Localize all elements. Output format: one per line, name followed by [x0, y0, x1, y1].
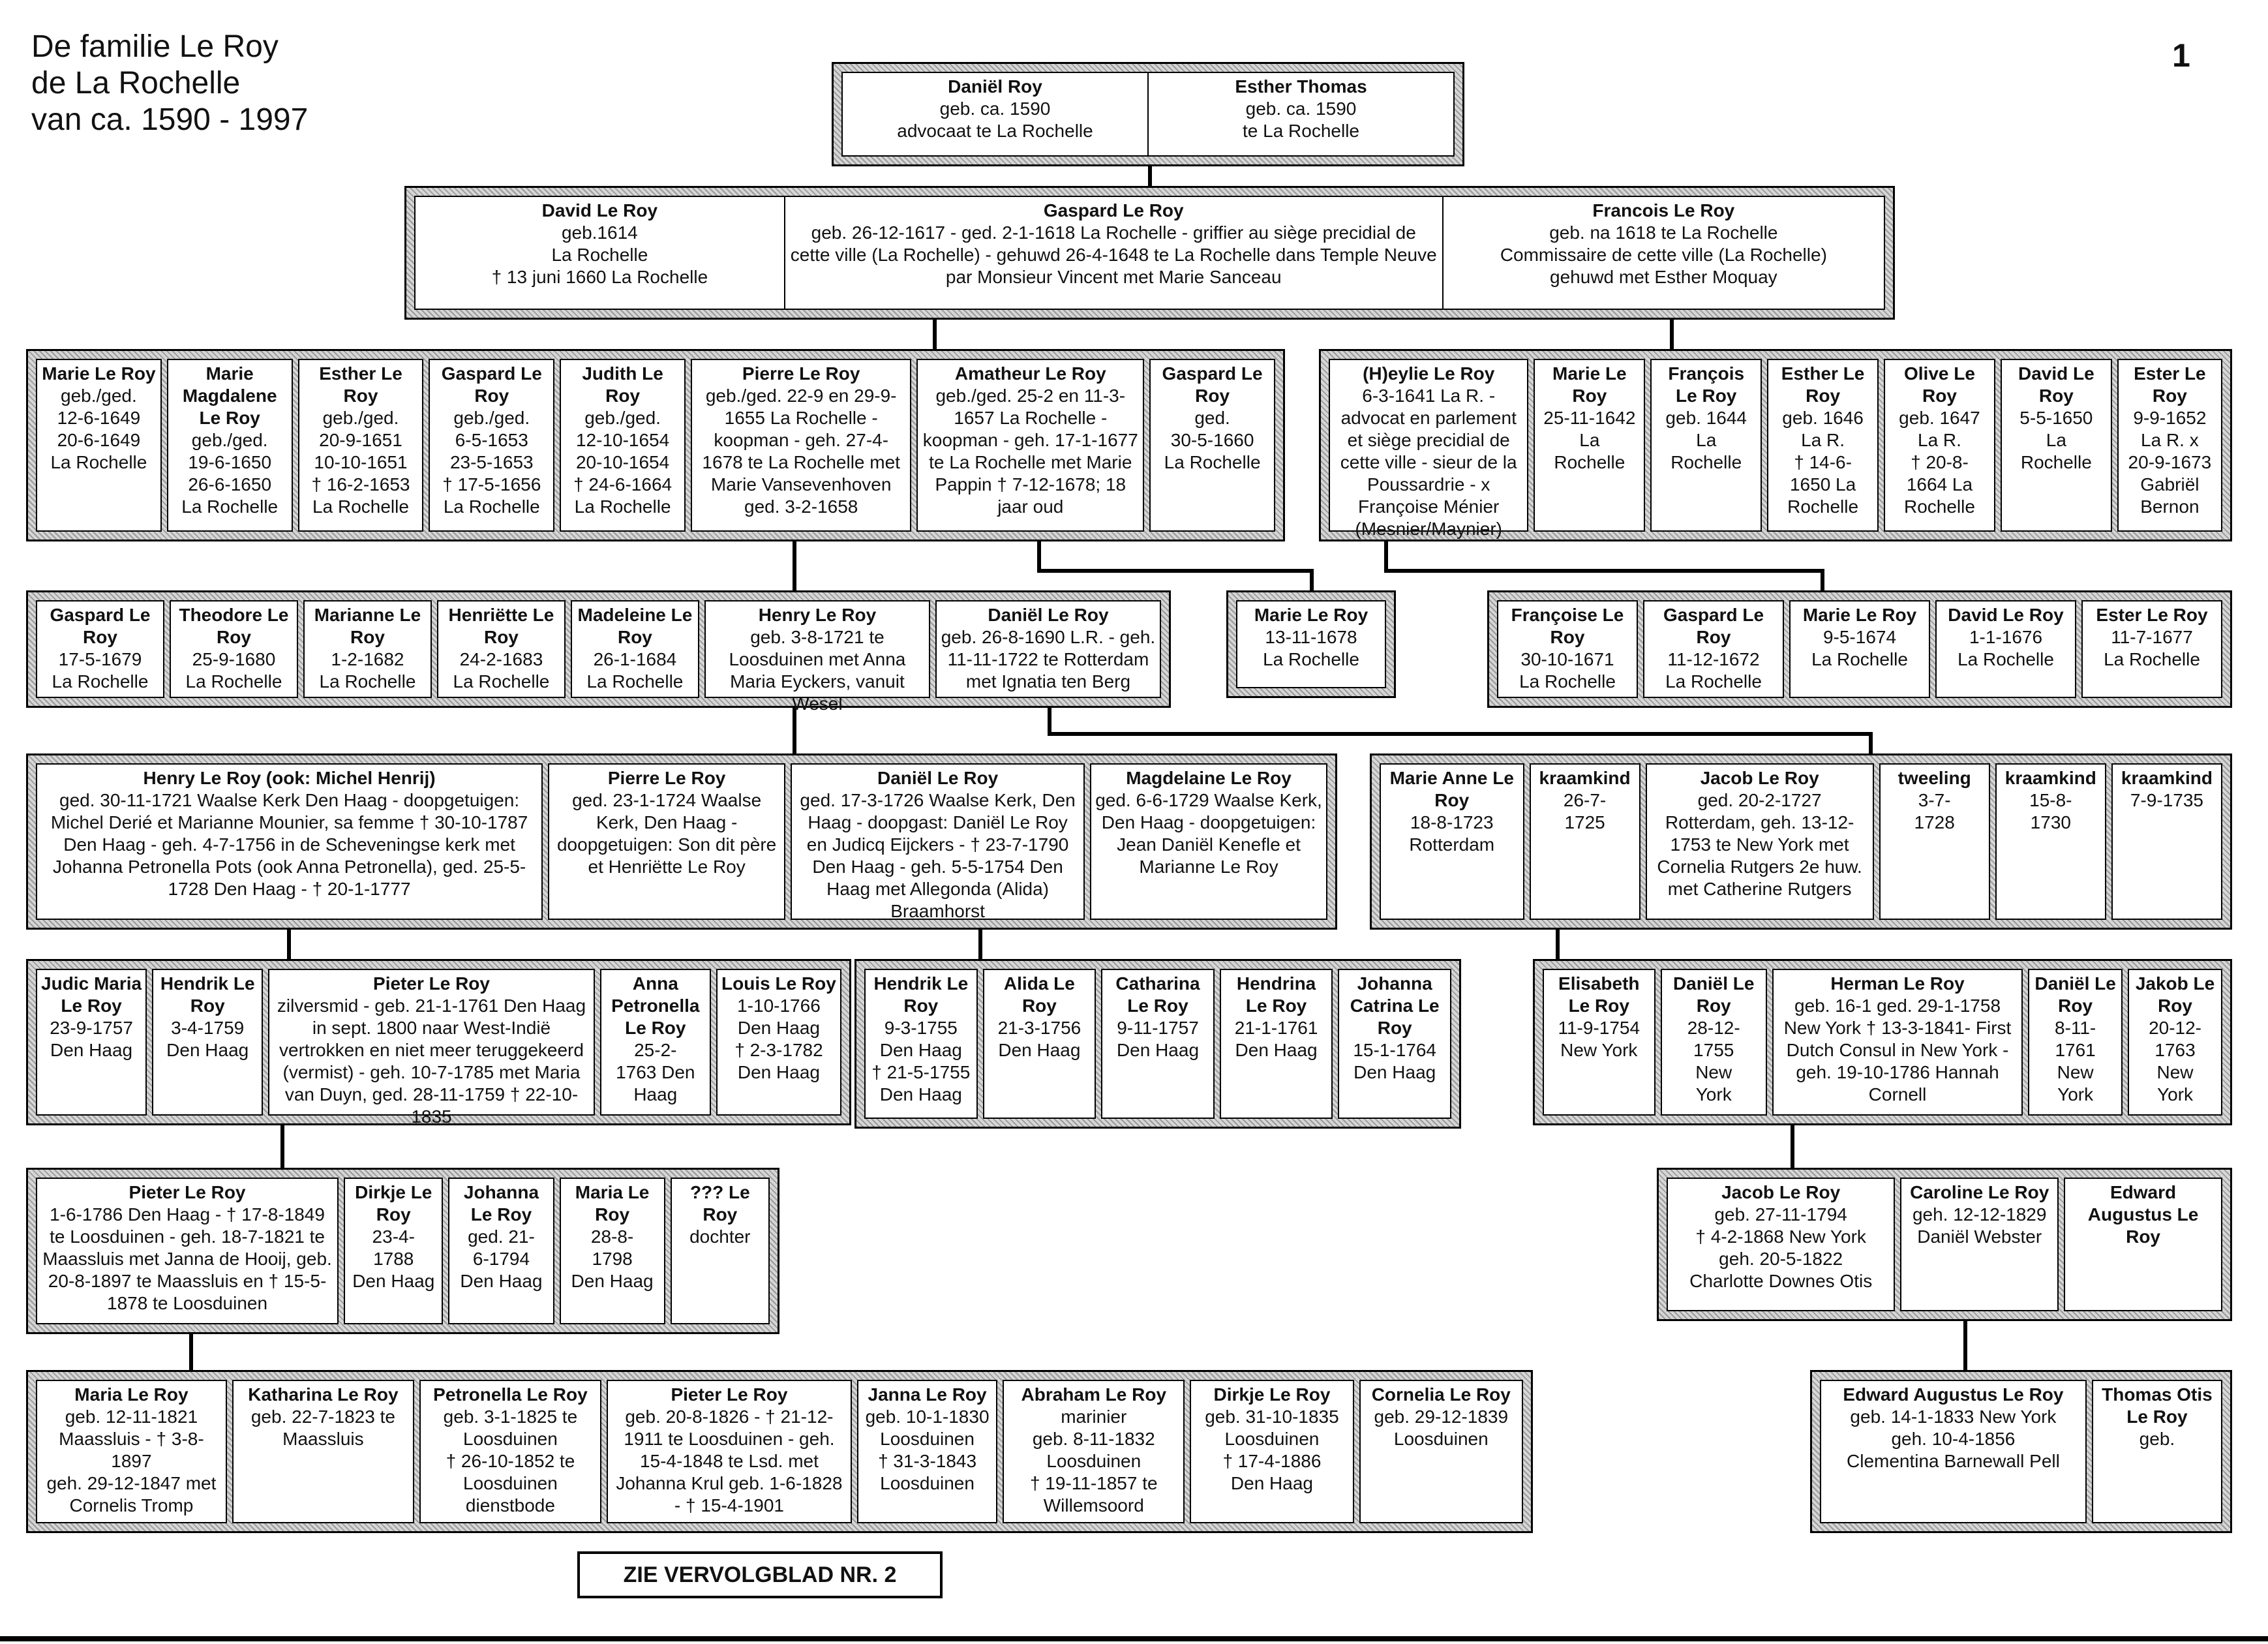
person-name: Daniël Le Roy	[1672, 973, 1755, 1016]
person-details: geb. na 1618 te La Rochelle Commissaire de cette ville (La Rochelle) gehuwd met Esther Moquay	[1500, 222, 1827, 287]
person-details: geb.1614 La Rochelle † 13 juni 1660 La Rochelle	[491, 222, 708, 287]
person-card-petronella-le-roy	[419, 1380, 601, 1523]
person-name: Jacob Le Roy	[1700, 768, 1819, 788]
person-card-thomas-otis-le-roy	[2092, 1380, 2222, 1523]
person-name: Marie Le Roy	[1802, 605, 1917, 625]
person-name: Gaspard Le Roy	[50, 605, 151, 647]
person-details: 25-11-1642 La Rochelle	[1543, 408, 1636, 472]
bottom-rule	[0, 1636, 2268, 1641]
title-line-2: de La Rochelle	[31, 66, 241, 100]
person-details: geb. 27-11-1794 † 4-2-1868 New York geh. 20-5-1822 Charlotte Downes Otis	[1689, 1204, 1873, 1291]
person-card-kraamkind	[1530, 763, 1641, 920]
connector-line	[1148, 166, 1152, 186]
person-details: 13-11-1678 La Rochelle	[1263, 627, 1359, 669]
person-name: Thomas Otis Le Roy	[2102, 1384, 2213, 1427]
person-card-gaspard-le-roy	[785, 196, 1444, 310]
person-card-hendrik-le-roy	[152, 969, 263, 1116]
sibling-group-gen1	[832, 62, 1464, 166]
person-name: ??? Le Roy	[689, 1182, 750, 1225]
person-name: Jacob Le Roy	[1721, 1182, 1841, 1202]
connector-line	[1384, 541, 1388, 571]
connector-line	[1037, 541, 1041, 571]
person-card-marie-le-roy	[36, 359, 162, 532]
person-details: geh. 12-12-1829 Daniël Webster	[1912, 1204, 2047, 1247]
person-card-amatheur-le-roy	[916, 359, 1144, 532]
person-details: geb. ca. 1590 te La Rochelle	[1242, 99, 1359, 141]
person-name: Gaspard Le Roy	[441, 363, 542, 406]
person-details: geb. 29-12-1839 Loosduinen	[1374, 1407, 1509, 1449]
person-name: Daniël Le Roy	[988, 605, 1109, 625]
person-card-catharina-le-roy	[1101, 969, 1215, 1119]
person-details: geb. 1647 La R. † 20-8- 1664 La Rochelle	[1899, 408, 1980, 517]
person-card-caroline-le-roy	[1900, 1178, 2059, 1311]
person-details: 5-5-1650 La Rochelle	[2019, 408, 2093, 472]
person-details: geb. 1646 La R. † 14-6- 1650 La Rochelle	[1782, 408, 1864, 517]
person-name: Esther Thomas	[1235, 76, 1367, 97]
person-card-judic-maria-le-roy	[36, 969, 147, 1116]
page-number: 1	[2172, 37, 2190, 74]
person-name: Pierre Le Roy	[742, 363, 860, 384]
person-card-ester-le-roy	[2081, 600, 2222, 698]
person-card-david-le-roy	[2001, 359, 2112, 532]
person-card-janna-le-roy	[857, 1380, 997, 1523]
person-card-dirkje-le-roy	[1190, 1380, 1353, 1523]
person-name: Johanna Catrina Le Roy	[1350, 973, 1440, 1038]
connector-line	[1384, 569, 1824, 573]
person-card-madeleine-le-roy	[571, 600, 699, 698]
person-card-hendrik-le-roy	[864, 969, 978, 1119]
person-name: Daniël Le Roy	[877, 768, 999, 788]
connector-line	[1048, 708, 1051, 734]
person-card-marianne-le-roy	[303, 600, 432, 698]
sibling-group-gen6	[26, 959, 851, 1125]
person-details: 1-10-1766 Den Haag † 2-3-1782 Den Haag	[734, 996, 823, 1082]
person-name: Daniël Roy	[948, 76, 1042, 97]
person-name: Edward Augustus Le Roy	[2087, 1182, 2199, 1247]
person-name: Johanna Le Roy	[463, 1182, 539, 1225]
person-card-francois-le-roy	[1444, 196, 1885, 310]
person-details: 28-8- 1798 Den Haag	[571, 1226, 654, 1291]
sibling-group-gen5	[1370, 754, 2232, 930]
person-details: ged. 20-2-1727 Rotterdam, geh. 13-12-1753 te New York met Cornelia Rutgers 2e huw. met Catherine Rutgers	[1657, 790, 1862, 899]
person-details: 23-9-1757 Den Haag	[50, 1018, 133, 1060]
person-name: Marie Magdalene Le Roy	[182, 363, 277, 428]
person-name: Gaspard Le Roy	[1043, 200, 1184, 221]
person-details: 8-11- 1761 New York	[2054, 1018, 2096, 1104]
person-card-katharina-le-roy	[232, 1380, 414, 1523]
person-name: Esther Le Roy	[319, 363, 402, 406]
person-details: geb./ged. 12-6-1649 20-6-1649 La Rochelle	[50, 386, 147, 472]
person-details: 11-12-1672 La Rochelle	[1665, 649, 1762, 692]
person-details: geb./ged. 19-6-1650 26-6-1650 La Rochelle	[181, 430, 279, 517]
person-details: 18-8-1723 Rotterdam	[1409, 812, 1495, 855]
person-card-elisabeth-le-roy	[1543, 969, 1656, 1116]
person-name: Henry Le Roy	[758, 605, 877, 625]
person-name: Petronella Le Roy	[433, 1384, 588, 1405]
person-name: Hendrik Le Roy	[873, 973, 969, 1016]
person-details: 26-1-1684 La Rochelle	[586, 649, 684, 692]
person-details: ged. 23-1-1724 Waalse Kerk, Den Haag - doopgetuigen: Son dit père et Henriëtte Le Roy	[556, 790, 777, 877]
person-name: Madeleine Le Roy	[577, 605, 693, 647]
person-card-tweeling	[1879, 763, 1990, 920]
person-name: Cornelia Le Roy	[1371, 1384, 1511, 1405]
person-card-louis-le-roy	[716, 969, 841, 1116]
person-name: David Le Roy	[541, 200, 658, 221]
person-card-kraamkind	[1995, 763, 2106, 920]
person-name: Edward Augustus Le Roy	[1843, 1384, 2064, 1405]
person-card-esther-le-roy	[1767, 359, 1879, 532]
person-details: ged. 6-6-1729 Waalse Kerk, Den Haag - doopgetuigen: Jean Daniël Kenefle et Marianne Le Roy	[1095, 790, 1322, 877]
person-name: Dirkje Le Roy	[1213, 1384, 1331, 1405]
person-card-gaspard-le-roy	[429, 359, 554, 532]
person-card-edward-augustus-le-roy	[2064, 1178, 2222, 1311]
sibling-group-gen7	[1657, 1168, 2232, 1321]
person-details: 9-11-1757 Den Haag	[1116, 1018, 1200, 1060]
person-card-daniel-le-roy	[2028, 969, 2123, 1116]
person-card-gaspard-le-roy	[1149, 359, 1275, 532]
person-card-le-roy	[671, 1178, 770, 1324]
person-name: Gaspard Le Roy	[1663, 605, 1764, 647]
person-details: geb. 1644 La Rochelle	[1665, 408, 1747, 472]
person-card-marie-le-roy	[1534, 359, 1645, 532]
person-card-h-eylie-le-roy	[1329, 359, 1528, 539]
person-details: 28-12- 1755 New York	[1687, 1018, 1740, 1104]
person-details: 9-3-1755 Den Haag † 21-5-1755 Den Haag	[871, 1018, 971, 1104]
title-line-1: De familie Le Roy	[31, 29, 279, 64]
person-card-kraamkind	[2111, 763, 2222, 920]
person-card-francoise-le-roy	[1497, 600, 1638, 698]
person-card-marie-le-roy	[1789, 600, 1930, 698]
person-card-gaspard-le-roy	[1643, 600, 1784, 698]
person-details: geb. 3-1-1825 te Loosduinen † 26-10-1852 te Loosduinen dienstbode	[443, 1407, 578, 1515]
person-name: Louis Le Roy	[721, 973, 836, 994]
person-name: kraamkind	[2121, 768, 2213, 788]
person-name: Janna Le Roy	[868, 1384, 987, 1405]
person-card-daniel-le-roy	[935, 600, 1161, 698]
person-details: geb. 20-8-1826 - † 21-12-1911 te Loosduinen - geh. 15-4-1848 te Lsd. met Johanna Krul geb. 1-6-1828 - † 15-4-1901	[616, 1407, 843, 1515]
person-details: 11-7-1677 La Rochelle	[2104, 627, 2200, 669]
person-name: Maria Le Roy	[575, 1182, 650, 1225]
person-name: Caroline Le Roy	[1910, 1182, 2049, 1202]
person-name: Pieter Le Roy	[671, 1384, 788, 1405]
person-details: geb. 26-12-1617 - ged. 2-1-1618 La Rochelle - griffier au siège precidial de cette ville (La Rochelle) - gehuwd 26-4-1648 te La Rochelle dans Temple Neuve par Monsieur Vincent met Marie Sanceau	[790, 222, 1437, 287]
sibling-group-gen6	[1533, 959, 2232, 1125]
person-details: 24-2-1683 La Rochelle	[453, 649, 550, 692]
person-card-daniel-le-roy	[791, 763, 1085, 920]
person-card-marie-le-roy	[1236, 600, 1386, 688]
person-card-esther-le-roy	[298, 359, 424, 532]
person-details: 26-7- 1725	[1563, 790, 1607, 832]
connector-line	[1556, 930, 1560, 959]
person-card-francois-le-roy	[1650, 359, 1762, 532]
person-name: Jakob Le Roy	[2135, 973, 2215, 1016]
sibling-group-gen6	[854, 959, 1461, 1129]
person-card-maria-le-roy	[560, 1178, 665, 1324]
person-card-pieter-le-roy	[36, 1178, 339, 1324]
person-name: Ester Le Roy	[2096, 605, 2208, 625]
person-name: Pieter Le Roy	[373, 973, 490, 994]
person-name: Anna Petronella Le Roy	[611, 973, 700, 1038]
person-card-marie-magdalene-le-roy	[167, 359, 293, 532]
person-name: Pierre Le Roy	[607, 768, 726, 788]
person-details: zilversmid - geb. 21-1-1761 Den Haag in sept. 1800 naar West-Indië vertrokken en niet meer teruggekeerd (vermist) - geh. 10-7-1785 met Maria van Duyn, ged. 28-11-1759 † 22-10-1835	[277, 996, 586, 1127]
person-details: geb./ged. 22-9 en 29-9-1655 La Rochelle - koopman - geh. 27-4-1678 te La Rochelle met Marie Vansevenhoven ged. 3-2-1658	[702, 386, 900, 517]
person-card-henry-le-roy-ook-michel-henrij	[36, 763, 543, 920]
person-details: 17-5-1679 La Rochelle	[52, 649, 149, 692]
person-card-henry-le-roy	[704, 600, 930, 714]
person-card-gaspard-le-roy	[36, 600, 164, 698]
connector-line	[1869, 732, 1873, 754]
person-details: 1-2-1682 La Rochelle	[319, 649, 416, 692]
person-details: 20-12- 1763 New York	[2149, 1018, 2201, 1104]
person-card-daniel-le-roy	[1661, 969, 1767, 1116]
person-details: 1-1-1676 La Rochelle	[1958, 627, 2054, 669]
person-details: 9-5-1674 La Rochelle	[1811, 627, 1908, 669]
connector-line	[1821, 569, 1824, 590]
person-details: 25-2- 1763 Den Haag	[616, 1040, 695, 1104]
sibling-group-gen2	[404, 186, 1895, 320]
connector-line	[1048, 732, 1873, 736]
person-name: Amatheur Le Roy	[954, 363, 1106, 384]
person-details: geb./ged. 12-10-1654 20-10-1654 † 24-6-1664 La Rochelle	[573, 408, 673, 517]
person-details: 7-9-1735	[2130, 790, 2203, 810]
person-card-daniel-roy	[841, 72, 1149, 157]
person-name: kraamkind	[1539, 768, 1631, 788]
person-details: ged. 30-5-1660 La Rochelle	[1164, 408, 1261, 472]
person-details: geb. ca. 1590 advocaat te La Rochelle	[897, 99, 1093, 141]
person-name: Henry Le Roy (ook: Michel Henrij)	[143, 768, 436, 788]
person-name: Françoise Le Roy	[1511, 605, 1624, 647]
person-details: 3-7- 1728	[1914, 790, 1955, 832]
connector-line	[287, 930, 291, 959]
person-card-pierre-le-roy	[548, 763, 785, 920]
person-details: geb./ged. 6-5-1653 23-5-1653 † 17-5-1656 La Rochelle	[442, 408, 541, 517]
person-card-david-le-roy	[414, 196, 785, 310]
person-card-maria-le-roy	[36, 1380, 227, 1523]
continuation-note: ZIE VERVOLGBLAD NR. 2	[577, 1551, 943, 1598]
person-card-jacob-le-roy	[1667, 1178, 1895, 1311]
connector-line	[1791, 1125, 1794, 1168]
chart-title	[31, 29, 308, 138]
person-card-johanna-catrina-le-roy	[1338, 969, 1451, 1119]
person-name: Henriëtte Le Roy	[448, 605, 554, 647]
sibling-group-gen8	[26, 1370, 1533, 1533]
person-card-ester-le-roy	[2117, 359, 2222, 532]
connector-line	[280, 1125, 284, 1168]
connector-line	[933, 320, 937, 349]
person-details: dochter	[689, 1226, 751, 1247]
person-name: Marie Anne Le Roy	[1389, 768, 1514, 810]
person-card-jakob-le-roy	[2128, 969, 2222, 1116]
person-details: 21-3-1756 Den Haag	[997, 1018, 1081, 1060]
person-name: Marianne Le Roy	[314, 605, 421, 647]
person-name: Hendrina Le Roy	[1236, 973, 1316, 1016]
person-name: kraamkind	[2004, 768, 2096, 788]
person-details: geb. 10-1-1830 Loosduinen † 31-3-1843 Loosduinen	[865, 1407, 990, 1493]
person-card-pierre-le-roy	[691, 359, 911, 532]
person-details: geb. 31-10-1835 Loosduinen † 17-4-1886 Den Haag	[1205, 1407, 1339, 1493]
person-card-pieter-le-roy	[607, 1380, 852, 1523]
sibling-group-gen4	[26, 590, 1171, 714]
person-card-magdelaine-le-roy	[1090, 763, 1327, 920]
person-name: Daniël Le Roy	[2034, 973, 2116, 1016]
person-card-esther-thomas	[1149, 72, 1455, 157]
person-card-judith-le-roy	[560, 359, 686, 532]
person-card-anna-petronella-le-roy	[600, 969, 711, 1116]
person-card-edward-augustus-le-roy	[1820, 1380, 2087, 1523]
person-card-alida-le-roy	[983, 969, 1096, 1119]
person-details: geb./ged. 25-2 en 11-3-1657 La Rochelle - koopman - geh. 17-1-1677 te La Rochelle met Marie Pappin † 7-12-1678; 18 jaar oud	[922, 386, 1138, 517]
person-name: Gaspard Le Roy	[1162, 363, 1263, 406]
person-card-olive-le-roy	[1884, 359, 1995, 532]
person-details: geb. 12-11-1821 Maassluis - † 3-8-1897 geh. 29-12-1847 met Cornelis Tromp	[46, 1407, 217, 1515]
person-details: geb. 14-1-1833 New York geh. 10-4-1856 Clementina Barnewall Pell	[1847, 1407, 2060, 1471]
person-details: 21-1-1761 Den Haag	[1234, 1018, 1318, 1060]
sibling-group-gen3	[1319, 349, 2232, 541]
connector-line	[793, 541, 796, 590]
person-name: Judic Maria Le Roy	[41, 973, 142, 1016]
person-card-pieter-le-roy	[268, 969, 594, 1127]
person-details: geb./ged. 20-9-1651 10-10-1651 † 16-2-1653 La Rochelle	[311, 408, 410, 517]
connector-line	[1037, 569, 1311, 573]
connector-line	[1310, 569, 1314, 590]
person-name: Theodore Le Roy	[179, 605, 289, 647]
person-details: ged. 30-11-1721 Waalse Kerk Den Haag - doopgetuigen: Michel Derié et Marianne Mounier, sa femme † 30-10-1787 Den Haag - geh. 4-7-1756 in de Scheveningse kerk met Johanna Petronella Pots (ook Anna Petronella), ged. 25-5-1728 Den Haag - † 20-1-1777	[50, 790, 528, 899]
person-name: Francois Le Roy	[1592, 200, 1735, 221]
person-details: 15-1-1764 Den Haag	[1353, 1040, 1436, 1082]
person-name: Hendrik Le Roy	[160, 973, 255, 1016]
person-details: 1-6-1786 Den Haag - † 17-8-1849 te Loosduinen - geh. 18-7-1821 te Maassluis met Janna de Hooij, geb. 20-8-1897 te Maassluis en † 15-5-1878 te Loosduinen	[42, 1204, 332, 1313]
person-details: marinier geb. 8-11-1832 Loosduinen † 19-11-1857 te Willemsoord	[1029, 1407, 1158, 1515]
person-card-cornelia-le-roy	[1359, 1380, 1523, 1523]
person-card-david-le-roy	[1935, 600, 2076, 698]
sibling-group-gen5	[26, 754, 1337, 930]
sibling-group-gen3	[26, 349, 1285, 541]
person-name: Abraham Le Roy	[1021, 1384, 1167, 1405]
person-details: 15-8- 1730	[2029, 790, 2072, 832]
title-line-3: van ca. 1590 - 1997	[31, 102, 309, 137]
person-details: 11-9-1754 New York	[1558, 1018, 1641, 1060]
person-name: Pieter Le Roy	[129, 1182, 246, 1202]
person-name: Olive Le Roy	[1904, 363, 1975, 406]
person-details: geb. 26-8-1690 L.R. - geh. 11-11-1722 te Rotterdam met Ignatia ten Berg	[941, 627, 1156, 692]
person-card-dirkje-le-roy	[344, 1178, 443, 1324]
person-card-henriette-le-roy	[437, 600, 566, 698]
person-name: Magdelaine Le Roy	[1126, 768, 1292, 788]
person-name: Judith Le Roy	[582, 363, 663, 406]
person-details: 3-4-1759 Den Haag	[166, 1018, 249, 1060]
person-name: Marie Le Roy	[1254, 605, 1368, 625]
person-details: 9-9-1652 La R. x 20-9-1673 Gabriël Bernon	[2128, 408, 2212, 517]
person-name: Catharina Le Roy	[1115, 973, 1200, 1016]
person-name: Marie Le Roy	[42, 363, 156, 384]
person-name: Esther Le Roy	[1781, 363, 1865, 406]
connector-line	[1963, 1321, 1967, 1370]
sibling-group-gen7	[26, 1168, 779, 1334]
person-details: ged. 21- 6-1794 Den Haag	[460, 1226, 543, 1291]
person-details: 30-10-1671 La Rochelle	[1519, 649, 1616, 692]
person-name: Katharina Le Roy	[248, 1384, 399, 1405]
person-name: tweeling	[1898, 768, 1971, 788]
person-details: 23-4- 1788 Den Haag	[352, 1226, 435, 1291]
sibling-group-gen4	[1487, 590, 2232, 708]
person-name: (H)eylie Le Roy	[1363, 363, 1495, 384]
person-name: Dirkje Le Roy	[355, 1182, 432, 1225]
connector-line	[978, 930, 982, 959]
person-name: Marie Le Roy	[1552, 363, 1627, 406]
person-card-theodore-le-roy	[170, 600, 298, 698]
person-name: François Le Roy	[1668, 363, 1745, 406]
person-card-marie-anne-le-roy	[1380, 763, 1524, 920]
person-name: Maria Le Roy	[74, 1384, 189, 1405]
sibling-group-gen8	[1810, 1370, 2232, 1533]
person-name: David Le Roy	[1948, 605, 2064, 625]
person-card-abraham-le-roy	[1003, 1380, 1185, 1523]
person-name: Ester Le Roy	[2134, 363, 2206, 406]
person-card-johanna-le-roy	[448, 1178, 554, 1324]
person-details: 25-9-1680 La Rochelle	[185, 649, 282, 692]
person-card-jacob-le-roy	[1646, 763, 1874, 920]
person-name: Elisabeth Le Roy	[1558, 973, 1640, 1016]
person-details: geb.	[2139, 1429, 2175, 1449]
person-card-hendrina-le-roy	[1220, 969, 1333, 1119]
person-name: David Le Roy	[2018, 363, 2094, 406]
person-details: geb. 22-7-1823 te Maassluis	[250, 1407, 395, 1449]
connector-line	[1670, 320, 1674, 349]
connector-line	[189, 1334, 193, 1370]
person-details: 6-3-1641 La R. - advocat en parlement et siège precidial de cette ville - sieur de la Poussardrie - x Françoise Ménier (Mesnier/Maynier)	[1340, 386, 1517, 539]
person-details: geb. 3-8-1721 te Loosduinen met Anna Maria Eyckers, vanuit Wesel	[729, 627, 906, 714]
person-card-herman-le-roy	[1772, 969, 2023, 1116]
person-name: Herman Le Roy	[1830, 973, 1965, 994]
person-details: ged. 17-3-1726 Waalse Kerk, Den Haag - doopgast: Daniël Le Roy en Judicq Eijckers - † 23-7-1790 Den Haag - geh. 5-5-1754 Den Haag met Allegonda (Alida) Braamhorst	[800, 790, 1076, 921]
person-details: geb. 16-1 ged. 29-1-1758 New York † 13-3-1841- First Dutch Consul in New York - geh. 19-10-1786 Hannah Cornell	[1783, 996, 2012, 1104]
person-name: Alida Le Roy	[1003, 973, 1075, 1016]
sibling-group-gen4	[1226, 590, 1396, 698]
